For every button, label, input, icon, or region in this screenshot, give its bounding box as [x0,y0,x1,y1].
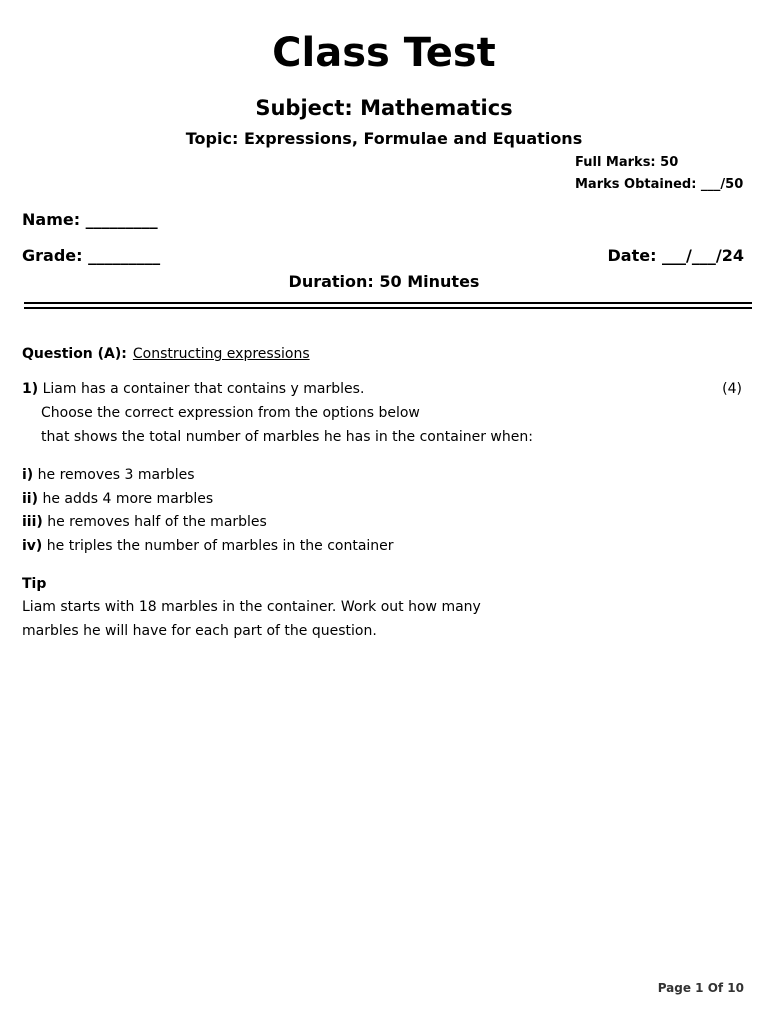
part-text: he adds 4 more marbles [42,491,214,507]
part-number: iv) [22,538,43,554]
duration: Duration: 50 Minutes [288,272,480,291]
question-text: Liam has a container that contains y marbles. [42,381,365,397]
part-number: ii) [22,491,38,507]
question-1-line-3: that shows the total number of marbles he has in the container when: [41,429,533,445]
part-text: he removes half of the marbles [47,514,267,530]
question-1-line-2: Choose the correct expression from the options below [41,405,420,421]
part-number: i) [22,467,34,483]
part-text: he triples the number of marbles in the container [46,538,394,554]
question-topic: Constructing expressions [132,346,310,362]
page-title: Class Test [272,30,496,76]
tip-line-1: Liam starts with 18 marbles in the container. Work out how many [22,599,481,615]
question-marks: (4) [722,381,742,397]
question-heading [22,345,310,363]
date-field: Date: ___/___/24 [607,246,744,265]
list-item [22,513,267,531]
list-item [22,466,195,484]
divider-line [24,302,752,304]
divider-line [24,307,752,309]
grade-field: Grade: _________ [22,246,161,265]
subject-heading: Subject: Mathematics [255,96,513,120]
part-text: he removes 3 marbles [37,467,195,483]
question-number: 1) [22,381,39,397]
list-item [22,537,394,555]
marks-obtained: Marks Obtained: ___/50 [575,177,744,192]
name-field: Name: _________ [22,210,158,229]
tip-line-2: marbles he will have for each part of the question. [22,623,377,639]
part-number: iii) [22,514,43,530]
topic-heading: Topic: Expressions, Formulae and Equations [185,129,583,148]
question-1-line-1 [22,380,364,398]
full-marks: Full Marks: 50 [575,155,679,170]
tip-label: Tip [22,576,47,592]
list-item [22,490,213,508]
question-label: Question (A): [22,346,127,362]
page-number: Page 1 Of 10 [657,981,744,995]
